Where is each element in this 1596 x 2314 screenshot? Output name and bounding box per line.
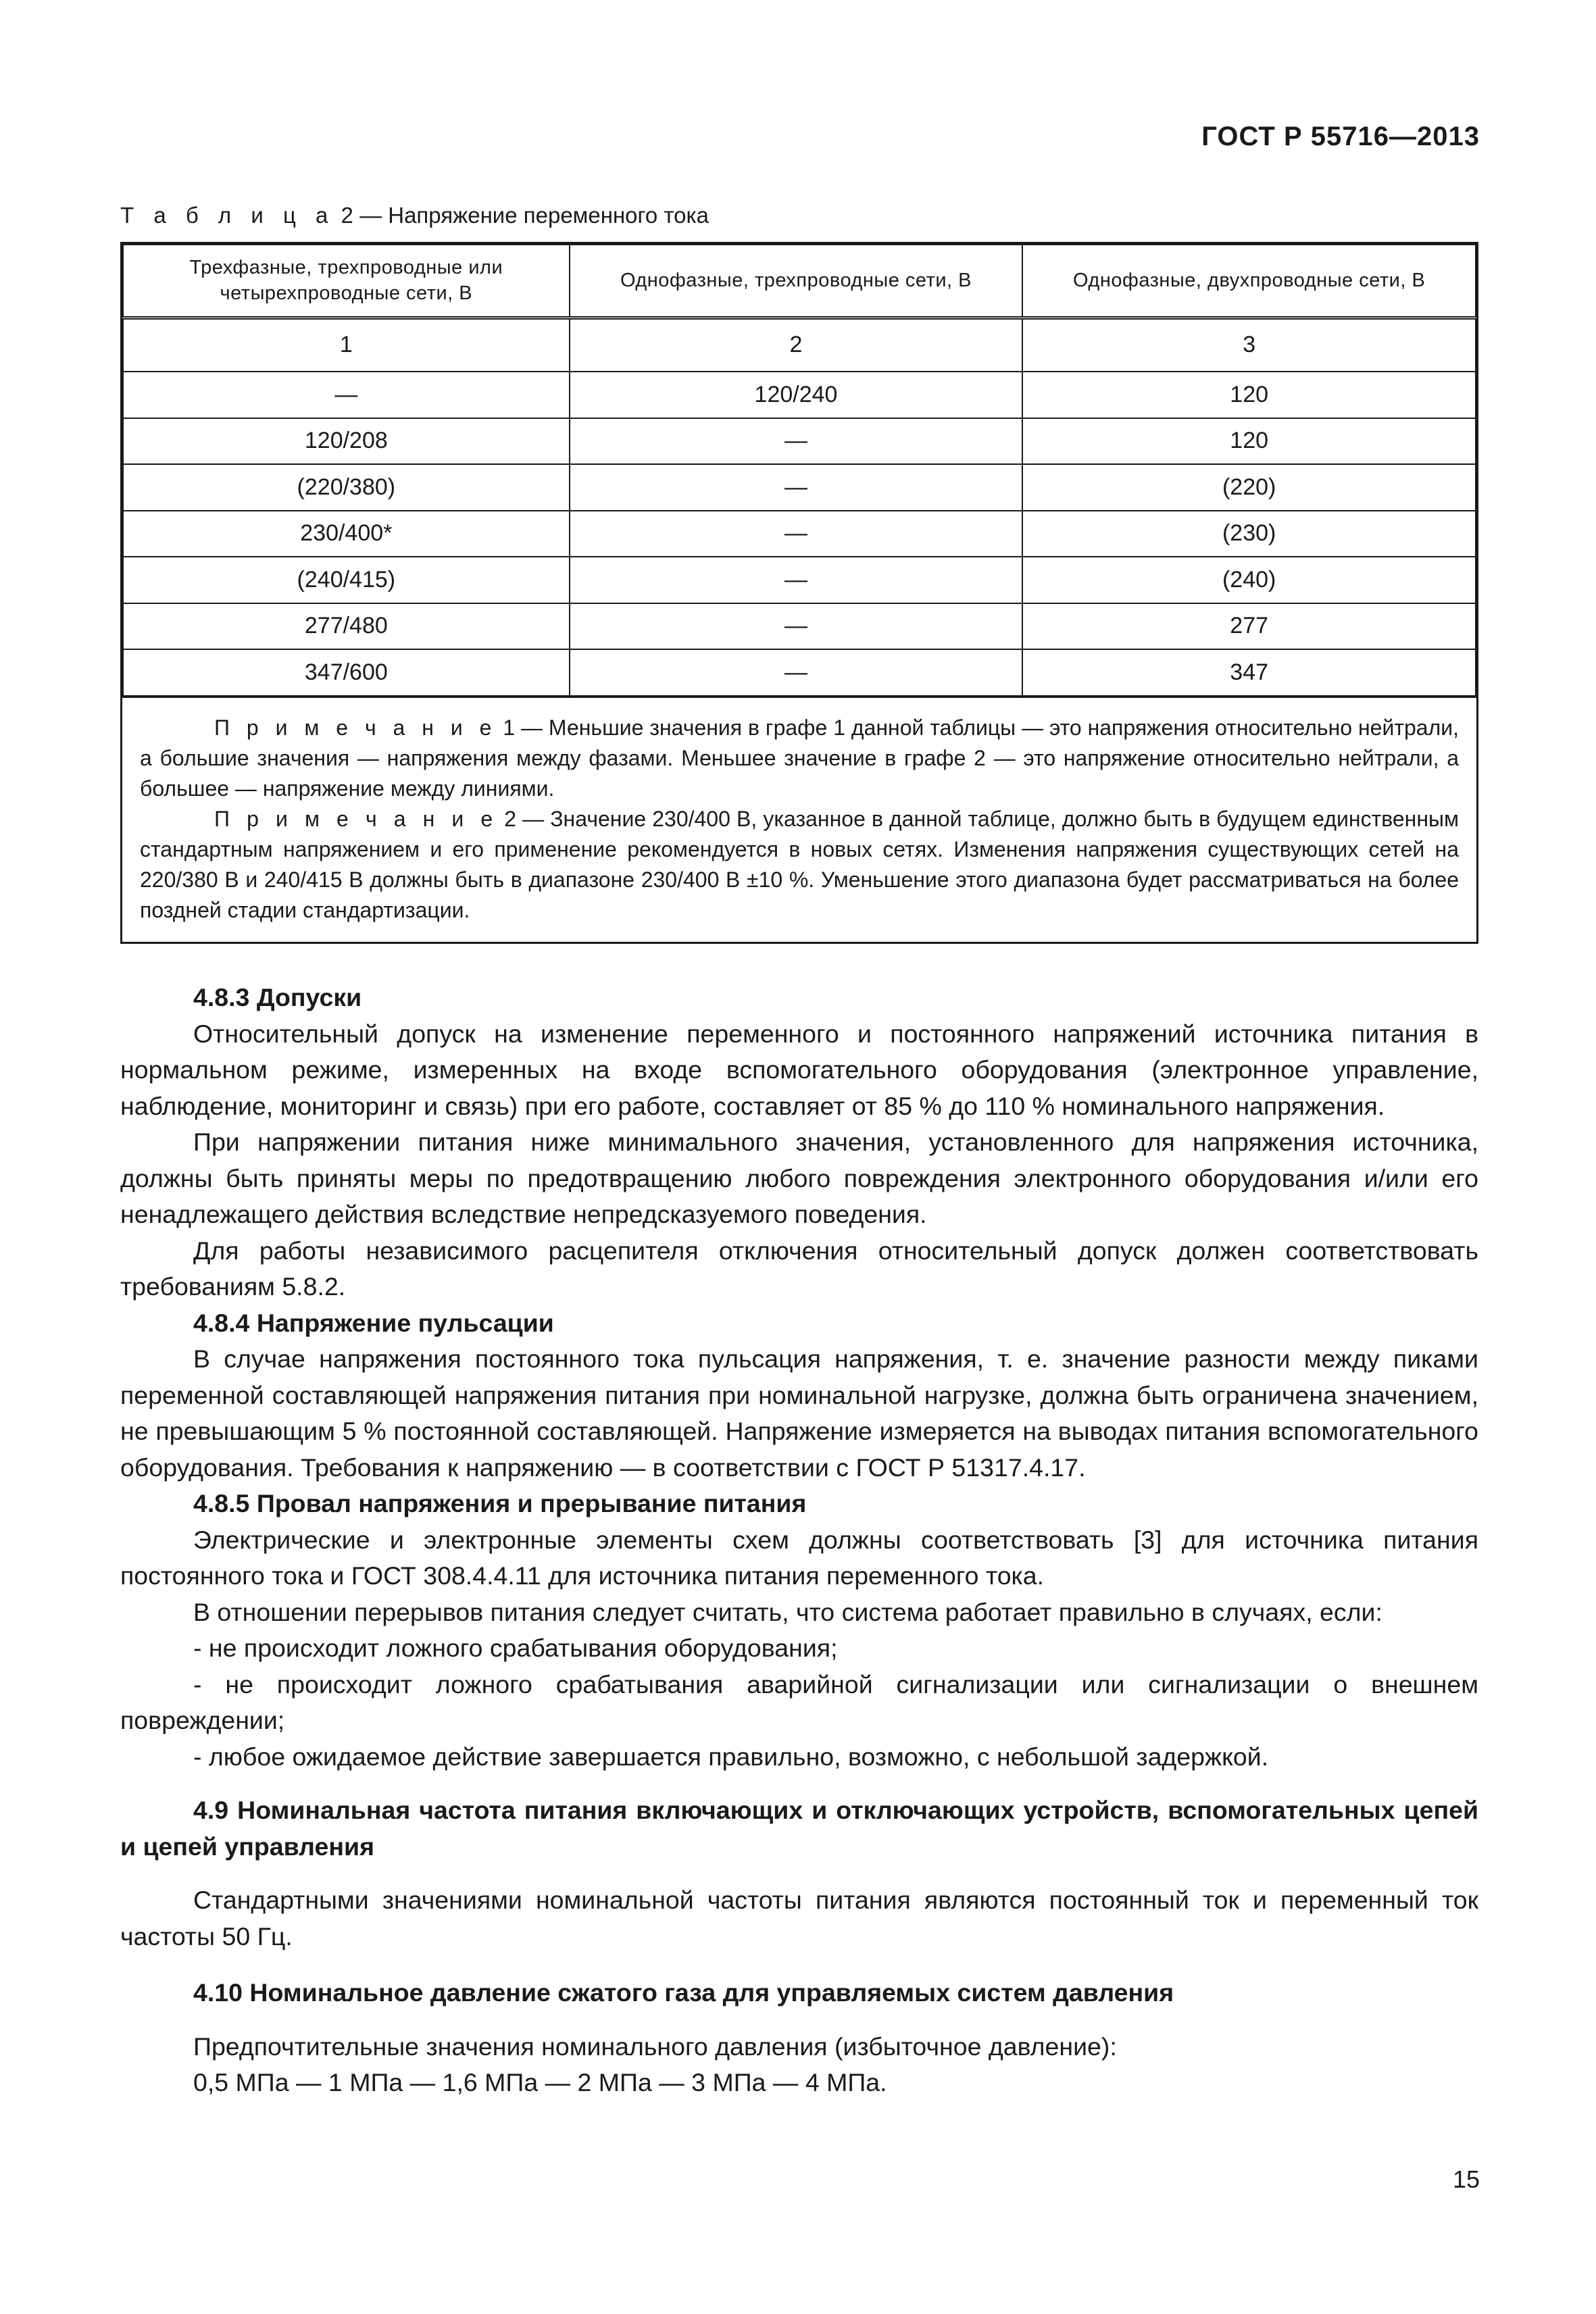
paragraph: 0,5 МПа — 1 МПа — 1,6 МПа — 2 МПа — 3 МПа — 4 МПа.: [193, 2068, 887, 2096]
table-cell: (220): [1022, 464, 1476, 511]
paragraph: Для работы независимого расцепителя отключения относительный допуск должен соответствовать требованиям 5.8.2.: [120, 1236, 1478, 1301]
table-cell: —: [570, 511, 1023, 557]
column-header: Трехфазные, трехпроводные или четырехпроводные сети, В: [123, 245, 570, 318]
paragraph: В случае напряжения постоянного тока пульсация напряжения, т. е. значение разности между пиками переменной составляющей напряжения питания при номинальной нагрузке, должна быть ограничена значением, не превышающим 5 % постоянной составляющей. Напряжение измеряется на выводах питания вспомогательного оборудования. Требования к напряжению — в соответствии с ГОСТ Р 51317.4.17.: [120, 1344, 1478, 1482]
table-cell: —: [123, 372, 570, 418]
table-cell: 230/400*: [123, 511, 570, 557]
list-item: - не происходит ложного срабатывания оборудования;: [193, 1634, 838, 1662]
table-cell: 120/240: [570, 372, 1023, 418]
column-header: Однофазные, трехпроводные сети, В: [570, 245, 1023, 318]
table-cell: 120/208: [123, 418, 570, 465]
section-heading-4-10: 4.10 Номинальное давление сжатого газа для управляемых систем давления: [193, 1978, 1174, 2007]
section-heading-4-8-3: 4.8.3 Допуски: [193, 983, 362, 1011]
table-row: [123, 418, 1476, 465]
list-item: - любое ожидаемое действие завершается правильно, возможно, с небольшой задержкой.: [193, 1742, 1269, 1771]
table-cell: (230): [1022, 511, 1476, 557]
table-cell: 347: [1022, 649, 1476, 696]
section-heading-4-8-5: 4.8.5 Провал напряжения и прерывание питания: [193, 1489, 807, 1517]
section-heading-4-9: 4.9 Номинальная частота питания включающих и отключающих устройств, вспомогательных цепей и цепей управления: [120, 1796, 1478, 1861]
note-text: 1 — Меньшие значения в графе 1 данной таблицы — это напряжения относительно нейтрали, а большие значения — напряжения между фазами. Меньшее значение в графе 2 — это напряжение относительно нейтрали, а большее — напряжение между линиями.: [140, 715, 1460, 801]
column-number: 3: [1022, 318, 1476, 372]
table-notes: [122, 697, 1476, 942]
voltage-table-grid: [122, 244, 1476, 697]
table-row: [123, 649, 1476, 696]
list-item: - не происходит ложного срабатывания аварийной сигнализации или сигнализации о внешнем повреждении;: [120, 1669, 1478, 1734]
paragraph: Предпочтительные значения номинального давления (избыточное давление):: [193, 2032, 1117, 2061]
table-note: [140, 713, 1459, 804]
table-header-row: [123, 245, 1476, 318]
section-heading-4-8-4: 4.8.4 Напряжение пульсации: [193, 1308, 554, 1337]
table-row: [123, 511, 1476, 557]
table-caption-prefix: Т а б л и ц а: [120, 203, 335, 228]
paragraph: Относительный допуск на изменение переменного и постоянного напряжений источника питания в нормальном режиме, измеренных на входе вспомогательного оборудования (электронное управление, наблюдение, мониторинг и связь) при его работе, составляет от 85 % до 110 % номинального напряжения.: [120, 1019, 1478, 1120]
table-cell: —: [570, 603, 1023, 650]
table-cell: (240/415): [123, 557, 570, 603]
paragraph: Стандартными значениями номинальной частоты питания являются постоянный ток и переменный ток частоты 50 Гц.: [120, 1886, 1478, 1951]
column-number: 1: [123, 318, 570, 372]
table-caption-title: 2 — Напряжение переменного тока: [334, 203, 709, 228]
table-note: [140, 804, 1459, 926]
table-cell: —: [570, 557, 1023, 603]
table-cell: (240): [1022, 557, 1476, 603]
column-number: 2: [570, 318, 1023, 372]
table-row: [123, 372, 1476, 418]
document-body: [120, 980, 1478, 2101]
paragraph: Электрические и электронные элементы схем должны соответствовать [3] для источника питания постоянного тока и ГОСТ 308.4.4.11 для источника питания переменного тока.: [120, 1525, 1478, 1590]
paragraph: При напряжении питания ниже минимального значения, установленного для напряжения источника, должны быть приняты меры по предотвращению любого повреждения электронного оборудования и/или его ненадлежащего действия вследствие непредсказуемого поведения.: [120, 1128, 1478, 1228]
table-cell: (220/380): [123, 464, 570, 511]
table-row: [123, 557, 1476, 603]
table-row: [123, 603, 1476, 650]
column-header: Однофазные, двухпроводные сети, В: [1022, 245, 1476, 318]
note-label: П р и м е ч а н и е: [214, 806, 499, 831]
column-number-row: [123, 318, 1476, 372]
table-cell: 120: [1022, 418, 1476, 465]
table-cell: 277: [1022, 603, 1476, 650]
paragraph: В отношении перерывов питания следует считать, что система работает правильно в случаях, если:: [193, 1597, 1382, 1626]
table-cell: 277/480: [123, 603, 570, 650]
document-code: ГОСТ Р 55716—2013: [1201, 122, 1480, 151]
page-number: 15: [1452, 2165, 1480, 2193]
note-label: П р и м е ч а н и е: [214, 715, 497, 740]
table-caption: [120, 203, 709, 228]
table-cell: 347/600: [123, 649, 570, 696]
table-cell: —: [570, 649, 1023, 696]
table-cell: 120: [1022, 372, 1476, 418]
note-text: 2 — Значение 230/400 В, указанное в данной таблице, должно быть в будущем единственным стандартным напряжением и его применение рекомендуется в новых сетях. Изменения напряжения существующих сетей на 220/380 В и 240/415 В должны быть в диапазоне 230/400 В ±10 %. Уменьшение этого диапазона будет рассматриваться на более поздней стадии стандартизации.: [140, 806, 1460, 922]
table-row: [123, 464, 1476, 511]
voltage-table: [120, 242, 1478, 944]
table-cell: —: [570, 418, 1023, 465]
table-cell: —: [570, 464, 1023, 511]
